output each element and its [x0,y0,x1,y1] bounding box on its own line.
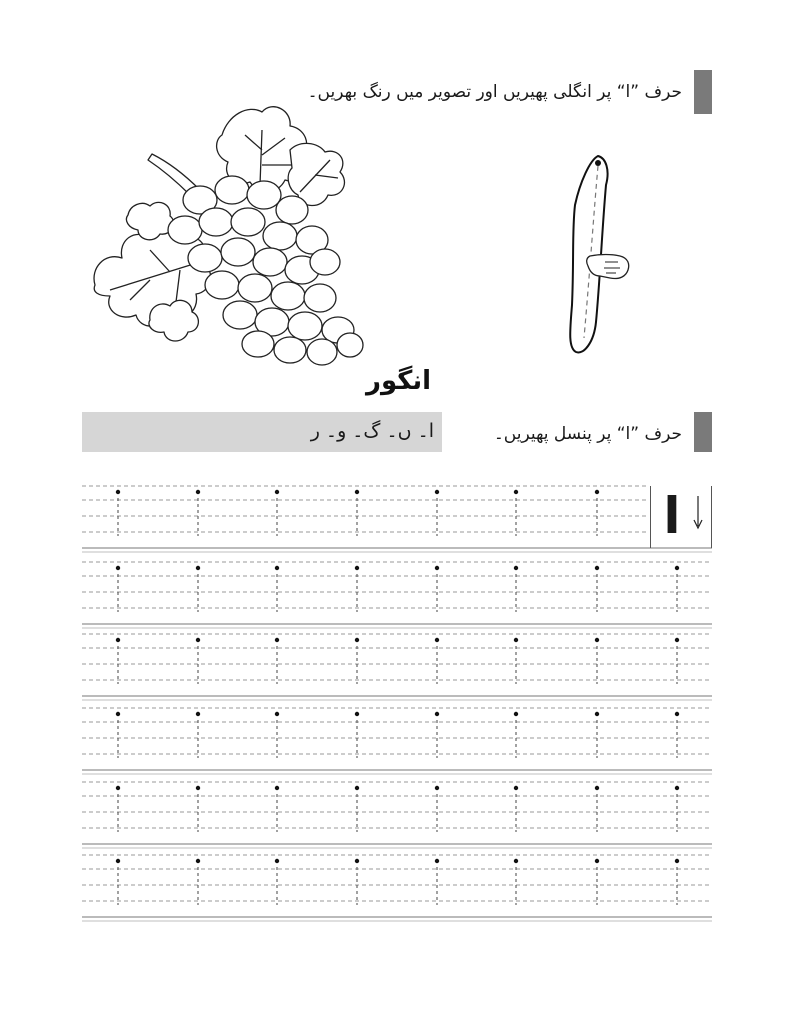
trace-start-dot [116,490,120,494]
trace-start-dot [675,712,679,716]
trace-start-dot [116,566,120,570]
trace-start-dot [275,859,279,863]
trace-start-dot [675,786,679,790]
trace-start-dot [275,490,279,494]
trace-start-dot [116,638,120,642]
trace-start-dot [514,566,518,570]
letters-box [82,412,442,452]
trace-start-dot [595,859,599,863]
trace-start-dot [514,712,518,716]
section-1-marker [694,70,712,114]
trace-start-dot [275,566,279,570]
trace-start-dot [435,712,439,716]
trace-start-dot [196,712,200,716]
trace-start-dot [514,786,518,790]
trace-start-dot [116,859,120,863]
trace-start-dot [435,638,439,642]
sample-letter: ا [663,487,681,545]
trace-start-dot [355,566,359,570]
trace-start-dot [196,490,200,494]
trace-start-dot [355,859,359,863]
section-2-instruction: حرف ”ا“ پر پنسل پھیریں۔ [493,424,682,444]
word-label-grapes: انگور [366,366,432,396]
section-2-marker [694,412,712,452]
trace-start-dot [435,490,439,494]
trace-start-dot [196,859,200,863]
trace-start-dot [275,638,279,642]
trace-start-dot [514,859,518,863]
trace-start-dot [595,712,599,716]
trace-start-dot [196,786,200,790]
trace-start-dot [275,712,279,716]
trace-start-dot [435,859,439,863]
trace-start-dot [595,566,599,570]
trace-start-dot [275,786,279,790]
trace-start-dot [355,712,359,716]
trace-start-dot [355,786,359,790]
trace-start-dot [435,566,439,570]
trace-start-dot [514,638,518,642]
trace-start-dot [675,638,679,642]
section-1-instruction: حرف ”ا“ پر انگلی پھیریں اور تصویر میں رنگ بھریں۔ [307,82,682,102]
trace-start-dot [595,786,599,790]
trace-start-dot [116,786,120,790]
trace-start-dot [595,638,599,642]
trace-start-dot [196,566,200,570]
trace-start-dot [675,566,679,570]
trace-start-dot [675,859,679,863]
trace-start-dot [196,638,200,642]
trace-start-dot [435,786,439,790]
word-letters: ا۔ ں۔ گ۔ و۔ ر [310,420,434,442]
trace-start-dot [116,712,120,716]
trace-start-dot [355,490,359,494]
trace-start-dot [595,490,599,494]
trace-start-dot [355,638,359,642]
trace-start-dot [514,490,518,494]
